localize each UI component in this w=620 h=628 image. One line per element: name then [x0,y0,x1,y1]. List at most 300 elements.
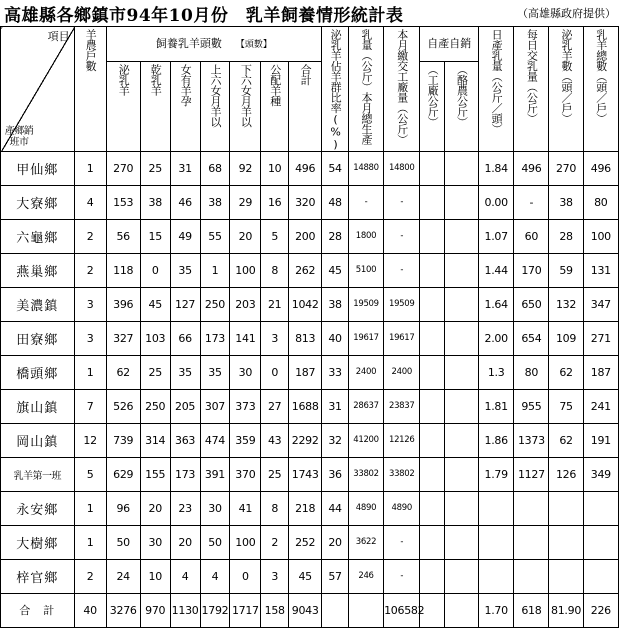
data-cell [444,287,478,321]
data-cell: 629 [106,457,140,491]
header-ratio [322,27,349,152]
data-cell: 1130 [170,593,200,627]
data-cell: 270 [549,151,583,185]
data-cell: 1373 [514,423,549,457]
data-cell: 373 [230,389,261,423]
data-cell: 31 [170,151,200,185]
data-cell: 44 [322,491,349,525]
data-cell [420,491,445,525]
row-name-cell: 甲仙鄉 [1,151,75,185]
data-cell [444,593,478,627]
data-cell: 68 [200,151,230,185]
data-cell: 106582 [384,593,420,627]
data-cell: 200 [289,219,322,253]
header-month-factory-text: 本月繳交工廠量（公斤） [395,29,409,145]
data-cell: 127 [170,287,200,321]
data-cell: 132 [549,287,583,321]
row-name-cell: 六龜鄉 [1,219,75,253]
data-cell: 1 [74,355,106,389]
data-cell [420,219,445,253]
data-cell: 9043 [289,593,322,627]
data-cell: - [384,185,420,219]
data-cell: 20 [322,525,349,559]
data-cell: 28 [322,219,349,253]
header-milking-text: 泌乳羊 [117,64,131,96]
data-cell [420,525,445,559]
total-row [1,593,619,627]
data-cell: 270 [106,151,140,185]
header-pregnant [170,62,200,151]
data-cell: 12126 [384,423,420,457]
data-cell [479,559,514,593]
data-cell: 158 [261,593,289,627]
table-body [1,151,619,627]
data-cell: 391 [200,457,230,491]
data-cell: 131 [583,253,618,287]
data-cell: 170 [514,253,549,287]
data-cell: 241 [583,389,618,423]
corner-header [1,27,75,152]
header-total-per [583,27,618,152]
data-cell: 57 [322,559,349,593]
data-cell: 3622 [348,525,383,559]
data-cell: 1.86 [479,423,514,457]
header-dry [140,62,170,151]
table-row [1,457,619,491]
data-cell: 191 [583,423,618,457]
data-cell: 49 [170,219,200,253]
row-name-cell: 大寮鄉 [1,185,75,219]
header-above6 [200,62,230,151]
data-cell: 955 [514,389,549,423]
data-cell: 205 [170,389,200,423]
table-row [1,559,619,593]
header-pregnant-text: 女有羊孕 [179,64,193,107]
header-breeding-male [261,62,289,151]
header-head-group-label: 飼養乳羊頭數 [155,36,222,50]
data-cell: 218 [289,491,322,525]
data-cell: 0 [261,355,289,389]
data-cell: 23 [170,491,200,525]
header-farmers-text: 羊農戶數 [84,29,98,71]
data-cell [583,559,618,593]
data-cell: 359 [230,423,261,457]
data-cell: 2400 [348,355,383,389]
data-cell: 320 [289,185,322,219]
header-factory-text: （工廠公斤） [426,64,440,128]
data-cell [444,559,478,593]
data-cell: 10 [261,151,289,185]
data-cell: 45 [322,253,349,287]
data-cell: - [384,219,420,253]
header-month-total-text: 乳量（公斤）本月總生產 [360,29,373,145]
data-cell: 38 [140,185,170,219]
data-cell [322,593,349,627]
data-cell: 41 [230,491,261,525]
data-cell: 33802 [348,457,383,491]
data-cell: 16 [261,185,289,219]
data-cell: 25 [140,151,170,185]
data-cell: 496 [583,151,618,185]
data-cell: 1.79 [479,457,514,491]
data-cell: 5 [74,457,106,491]
data-cell: 45 [289,559,322,593]
header-total-text: 合計 [299,64,313,86]
data-cell: 35 [170,253,200,287]
data-cell [444,457,478,491]
data-cell: 1.3 [479,355,514,389]
data-cell [420,253,445,287]
source-note: （高雄縣政府提供） [517,7,616,20]
data-cell: 2400 [384,355,420,389]
data-cell: 30 [140,525,170,559]
data-cell: 14800 [384,151,420,185]
header-below6 [230,62,261,151]
header-total-per-text: 乳羊總數（頭／戶） [594,29,608,124]
data-cell: 3 [74,321,106,355]
header-farmer-text: （酪農公斤） [455,64,469,128]
data-cell: 62 [549,355,583,389]
header-daily-milk [514,27,549,152]
data-cell [514,559,549,593]
data-cell: 103 [140,321,170,355]
data-cell: 12 [74,423,106,457]
data-cell: 62 [549,423,583,457]
data-cell: 36 [322,457,349,491]
data-cell: 2 [74,559,106,593]
data-cell: 1.81 [479,389,514,423]
data-cell: 363 [170,423,200,457]
header-daily-text: 日產乳量（公斤／頭） [490,29,504,134]
data-cell: 10 [140,559,170,593]
row-name-cell: 旗山鎮 [1,389,75,423]
data-cell [444,321,478,355]
header-milking [106,62,140,151]
corner-class-label: 產鄉銷班市 [4,125,34,148]
data-cell: 100 [230,253,261,287]
header-above6-text: 上六女月羊以 [208,64,222,128]
data-cell: 187 [583,355,618,389]
data-cell: 31 [322,389,349,423]
data-cell: 7 [74,389,106,423]
header-head-group [106,27,322,62]
data-cell: 1717 [230,593,261,627]
data-cell: 496 [289,151,322,185]
dairy-goat-table [0,26,619,628]
data-cell: 19617 [348,321,383,355]
table-row [1,423,619,457]
data-cell: 349 [583,457,618,491]
header-milking-per [549,27,583,152]
header-farmer [444,62,478,151]
data-cell [444,525,478,559]
data-cell: 654 [514,321,549,355]
data-cell: 50 [200,525,230,559]
data-cell: 50 [106,525,140,559]
data-cell: 173 [200,321,230,355]
data-cell [420,389,445,423]
data-cell: 1 [74,151,106,185]
data-cell: 250 [200,287,230,321]
data-cell: 0 [140,253,170,287]
table-row [1,321,619,355]
table-row [1,185,619,219]
data-cell: 118 [106,253,140,287]
header-total [289,62,322,151]
data-cell: 32 [322,423,349,457]
header-month-factory [384,27,420,152]
header-head-unit: 【頭數】 [235,39,272,50]
table-row [1,389,619,423]
data-cell: 35 [200,355,230,389]
data-cell: 100 [230,525,261,559]
row-name-cell: 合 計 [1,593,75,627]
data-cell: 25 [140,355,170,389]
data-cell: 21 [261,287,289,321]
data-cell: 1.07 [479,219,514,253]
data-cell: 1.70 [479,593,514,627]
data-cell: 4890 [348,491,383,525]
data-cell: 28 [549,219,583,253]
data-cell: 81.90 [549,593,583,627]
header-below6-text: 下六女月羊以 [239,64,253,128]
table-row [1,253,619,287]
data-cell: 203 [230,287,261,321]
data-cell: 307 [200,389,230,423]
data-cell: 20 [230,219,261,253]
row-name-cell: 梓官鄉 [1,559,75,593]
data-cell [444,151,478,185]
table-row [1,219,619,253]
data-cell: 4890 [384,491,420,525]
data-cell: 28637 [348,389,383,423]
data-cell [420,321,445,355]
data-cell [420,185,445,219]
data-cell: 1800 [348,219,383,253]
data-cell: 226 [583,593,618,627]
data-cell: 739 [106,423,140,457]
data-cell: 187 [289,355,322,389]
data-cell: 970 [140,593,170,627]
data-cell [444,389,478,423]
data-cell: 141 [230,321,261,355]
header-milking-per-text: 泌乳羊數（頭／戶） [560,29,574,124]
data-cell: - [384,253,420,287]
data-cell [420,287,445,321]
data-cell [514,525,549,559]
data-cell: 126 [549,457,583,491]
header-farmers [74,27,106,152]
row-name-cell: 燕巢鄉 [1,253,75,287]
data-cell: 2 [74,219,106,253]
data-cell: 1 [200,253,230,287]
data-cell: 396 [106,287,140,321]
data-cell: 618 [514,593,549,627]
data-cell: 0 [230,559,261,593]
data-cell [348,593,383,627]
data-cell: 4 [74,185,106,219]
data-cell: 1.84 [479,151,514,185]
data-cell: 496 [514,151,549,185]
data-cell [479,525,514,559]
data-cell: 2.00 [479,321,514,355]
header-month-total [348,27,383,152]
data-cell [514,491,549,525]
table-row [1,491,619,525]
data-cell [444,355,478,389]
data-cell: 19617 [384,321,420,355]
corner-item-label: 項目 [47,30,70,43]
data-cell: 3 [261,559,289,593]
data-cell: 526 [106,389,140,423]
data-cell: 60 [514,219,549,253]
data-cell: 80 [514,355,549,389]
data-cell: 100 [583,219,618,253]
title-bar [0,0,620,26]
row-name-cell: 岡山鎮 [1,423,75,457]
data-cell: 20 [140,491,170,525]
data-cell [420,151,445,185]
data-cell [583,491,618,525]
data-cell: 33 [322,355,349,389]
header-dry-text: 乾乳羊 [149,64,163,96]
data-cell [444,219,478,253]
data-cell [444,491,478,525]
header-ratio-text: 泌乳羊佔羊群比率(%) [329,29,343,151]
data-cell: 56 [106,219,140,253]
data-cell: 43 [261,423,289,457]
data-cell: 3 [261,321,289,355]
data-cell [420,457,445,491]
data-cell: 1.64 [479,287,514,321]
data-cell [479,491,514,525]
data-cell: 1743 [289,457,322,491]
data-cell: 1127 [514,457,549,491]
data-cell: 314 [140,423,170,457]
data-cell: 347 [583,287,618,321]
report-title: 高雄縣各鄉鎮市94年10月份 乳羊飼養情形統計表 [4,6,404,26]
data-cell: 4 [200,559,230,593]
data-cell: 24 [106,559,140,593]
data-cell: 2 [261,525,289,559]
data-cell: 80 [583,185,618,219]
table-row [1,287,619,321]
data-cell [420,355,445,389]
header-daily [479,27,514,152]
data-cell: 2 [74,253,106,287]
data-cell [549,559,583,593]
data-cell: 55 [200,219,230,253]
data-cell: - [514,185,549,219]
data-cell: 3 [74,287,106,321]
data-cell: 40 [322,321,349,355]
data-cell: 75 [549,389,583,423]
data-cell [444,253,478,287]
data-cell: 20 [170,525,200,559]
data-cell: 252 [289,525,322,559]
data-cell: 271 [583,321,618,355]
data-cell: 1 [74,525,106,559]
data-cell: 250 [140,389,170,423]
header-self-group-text: 自產自銷 [427,37,472,51]
data-cell: - [384,525,420,559]
data-cell: 66 [170,321,200,355]
data-cell: 0.00 [479,185,514,219]
data-cell: 33802 [384,457,420,491]
data-cell: 370 [230,457,261,491]
data-cell: 45 [140,287,170,321]
data-cell: 1042 [289,287,322,321]
data-cell: 650 [514,287,549,321]
data-cell: 54 [322,151,349,185]
data-cell: - [384,559,420,593]
data-cell: 59 [549,253,583,287]
row-name-cell: 永安鄉 [1,491,75,525]
data-cell: 30 [200,491,230,525]
data-cell: 173 [170,457,200,491]
data-cell: 813 [289,321,322,355]
data-cell: 5 [261,219,289,253]
data-cell: 46 [170,185,200,219]
data-cell: 474 [200,423,230,457]
data-cell: 38 [322,287,349,321]
header-daily-milk-text: 每日交乳量（公斤） [525,29,539,124]
data-cell: 40 [74,593,106,627]
row-name-cell: 田寮鄉 [1,321,75,355]
data-cell: 14880 [348,151,383,185]
data-cell: 19509 [384,287,420,321]
data-cell: 8 [261,491,289,525]
data-cell: 25 [261,457,289,491]
data-cell [444,185,478,219]
header-factory [420,62,445,151]
data-cell: 23837 [384,389,420,423]
data-cell: 8 [261,253,289,287]
data-cell: 1792 [200,593,230,627]
data-cell: 27 [261,389,289,423]
data-cell [420,423,445,457]
data-cell: - [348,185,383,219]
data-cell [583,525,618,559]
data-cell: 262 [289,253,322,287]
data-cell: 1688 [289,389,322,423]
data-cell: 48 [322,185,349,219]
data-cell: 19509 [348,287,383,321]
data-cell [549,525,583,559]
data-cell: 30 [230,355,261,389]
data-cell: 109 [549,321,583,355]
data-cell: 38 [549,185,583,219]
data-cell [420,559,445,593]
data-cell: 327 [106,321,140,355]
data-cell: 15 [140,219,170,253]
row-name-cell: 乳羊第一班 [1,457,75,491]
data-cell: 3276 [106,593,140,627]
row-name-cell: 橋頭鄉 [1,355,75,389]
data-cell: 155 [140,457,170,491]
header-self-group [420,27,479,62]
data-cell: 4 [170,559,200,593]
table-row [1,355,619,389]
data-cell: 5100 [348,253,383,287]
table-row [1,525,619,559]
data-cell: 246 [348,559,383,593]
data-cell: 1 [74,491,106,525]
data-cell: 96 [106,491,140,525]
row-name-cell: 美濃鎮 [1,287,75,321]
data-cell [444,423,478,457]
row-name-cell: 大樹鄉 [1,525,75,559]
